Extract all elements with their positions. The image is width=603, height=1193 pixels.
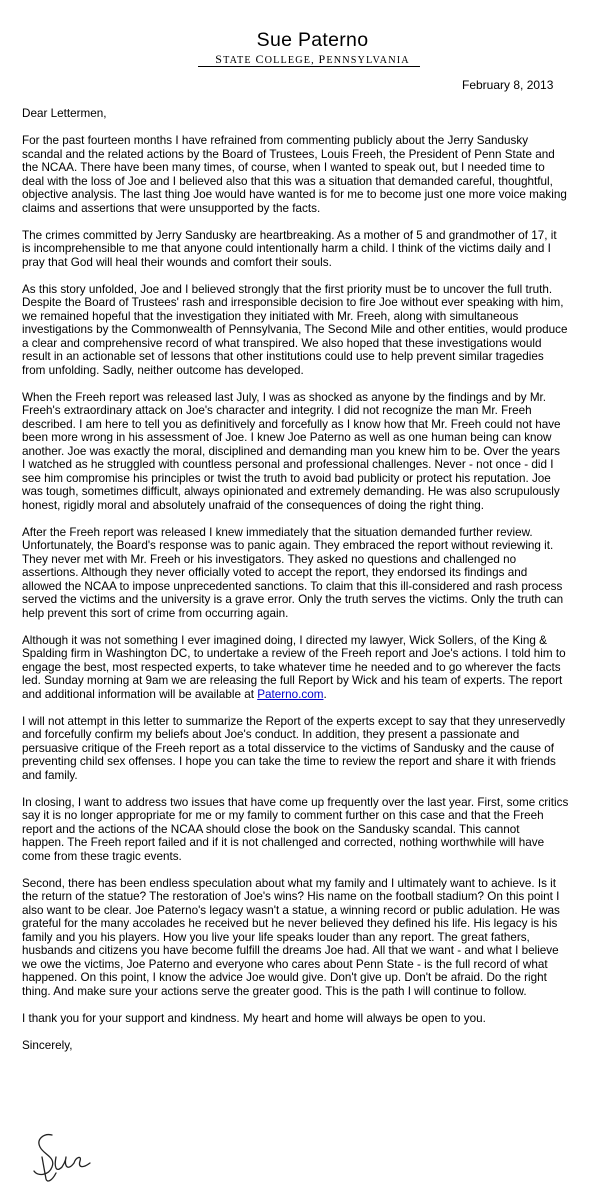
paragraph xyxy=(22,634,596,702)
paragraph xyxy=(22,715,596,783)
paragraph-line: I thank you for your support and kindness. My heart and home will always be open to you. xyxy=(22,1011,486,1025)
paragraph-line: The crimes committed by Jerry Sandusky are heartbreaking. As a mother of 5 and grandmother of 17, it xyxy=(22,228,557,242)
paragraph-line: result in an actionable set of lessons that other institutions could use to help prevent similar tragedies xyxy=(22,350,544,363)
paragraph-line: preventing child sex offenses. I hope you can take the time to review the report and share it with friends xyxy=(22,755,556,768)
paragraph-line: They never met with Mr. Freeh or his investigators. They asked no questions and challenged no xyxy=(22,552,517,566)
paragraph xyxy=(22,1012,596,1026)
paragraph-line: we owe the victims, Joe Paterno and everyone who cares about Penn State - is the full record of what xyxy=(22,957,548,971)
paragraph xyxy=(22,229,596,270)
paragraph-line: the NCAA. There have been many times, of course, when I wanted to speak out, but I needed time to xyxy=(22,161,545,174)
letterhead-divider xyxy=(198,66,420,67)
paragraph-line: and forcefully confirm my beliefs about Joe's conduct. In addition, they present a passionate and xyxy=(22,728,520,741)
paragraph xyxy=(22,391,596,513)
paragraph-line: come from these tragic events. xyxy=(22,849,182,863)
letterhead-name: Sue Paterno xyxy=(256,29,369,51)
paragraph-line: allowed the NCAA to impose unprecedented sanctions. To claim that this ill-considered and rash process xyxy=(22,579,563,593)
paragraph-line: Second, there has been endless speculation about what my family and I ultimately want to achieve. Is it xyxy=(22,876,557,890)
paragraph-line: Unfortunately, the Board's response was to panic again. They embraced the report without reviewing it. xyxy=(22,539,554,552)
paragraph-line: assertions. Although they never officially voted to accept the report, they endorsed its findings and xyxy=(22,566,528,579)
paragraph-line: say it is no longer appropriate for me or my family to comment further on this case and that the Freeh xyxy=(22,809,544,822)
paragraph-line: grateful for the many accolades he received but he never believed they defined his life. His legacy is his xyxy=(22,917,558,930)
paragraph-line: also want to be clear. Joe Paterno's legacy wasn't a statue, a winning record or public adulation. He was xyxy=(22,903,560,917)
paragraph-line: scandal and the related actions by the Board of Trustees, Louis Freeh, the President of Penn State and xyxy=(22,147,555,161)
paragraph-line: a clear and comprehensive record of what transpired. We also hoped that these investigations would xyxy=(22,336,542,350)
paragraph-line: For the past fourteen months I have refrained from commenting publicly about the Jerry Sandusky xyxy=(22,134,529,147)
paragraph-line: happen. The Freeh report failed and if it is not challenged and corrected, nothing worthwhile will have xyxy=(22,836,545,849)
paragraph-line: objective analysis. The last thing Joe would have wanted is for me to become just one more voice making xyxy=(22,188,567,201)
paragraph-line: served the victims and the university is a grave error. Only the truth serves the victims. Only the truth can xyxy=(22,593,564,606)
signature xyxy=(30,1127,110,1187)
paragraph-line: I watched as he struggled with countless personal and professional challenges. Never - not once - did I xyxy=(22,458,554,471)
paragraph xyxy=(22,796,596,864)
paragraph-line: When the Freeh report was released last July, I was as shocked as anyone by the findings and by Mr. xyxy=(22,390,547,404)
paragraph xyxy=(22,526,596,621)
paragraph-line: I will not attempt in this letter to summarize the Report of the experts except to say that they unreservedly xyxy=(22,714,566,728)
paragraph-line: Spalding firm in Washington DC, to undertake a review of the Freeh report and Joe's actions. I told him to xyxy=(22,647,566,660)
paragraph-line: claims and assertions that were unsupported by the facts. xyxy=(22,201,321,215)
paragraph-line: Freeh's extraordinary attack on Joe's character and integrity. I did not recognize the man Mr. Freeh xyxy=(22,404,532,417)
paragraph-line: family and you his players. How you live your life speaks louder than any report. The great fathers, xyxy=(22,930,530,944)
letterhead xyxy=(0,28,603,67)
paragraph-line: deal with the loss of Joe and I believed also that this was a situation that demanded careful, thoughtful, xyxy=(22,174,553,188)
paragraph-line: see him compromise his principles or twist the truth to avoid bad publicity or protect his reputation. Joe xyxy=(22,471,551,485)
paragraph-line: persuasive critique of the Freeh report as a total disservice to the victims of Sandusky and the cause of xyxy=(22,741,555,755)
paragraph-line: and additional information will be available at Paterno.com. xyxy=(22,687,327,701)
paragraph-line: Although it was not something I ever imagined doing, I directed my lawyer, Wick Sollers, of the King & xyxy=(22,633,547,647)
paterno-link[interactable]: Paterno.com xyxy=(257,687,324,701)
salutation: Dear Lettermen, xyxy=(22,107,107,120)
paragraph-line: and family. xyxy=(22,768,78,782)
paragraph-line: we remained hopeful that the investigation they initiated with Mr. Freeh, along with simultaneous xyxy=(22,309,519,323)
paragraph-line: another. Joe was exactly the moral, disciplined and demanding man you knew him to be. Over the years xyxy=(22,444,560,458)
paragraph-line: investigations by the Commonwealth of Pennsylvania, The Second Mile and other entities, would produce xyxy=(22,323,568,336)
paragraph-line: pray that God will heal their wounds and comfort their souls. xyxy=(22,255,332,269)
closing: Sincerely, xyxy=(22,1038,73,1052)
paragraph-line: is incomprehensible to me that anyone could intentionally harm a child. I think of the victims daily and I xyxy=(22,242,551,255)
letter-paragraphs xyxy=(22,134,596,1025)
letterhead-location: STATE COLLEGE, PENNSYLVANIA xyxy=(215,52,410,66)
paragraph-line: report and the actions of the NCAA should close the book on the Sandusky scandal. This cannot xyxy=(22,822,520,836)
paragraph-line: help prevent this sort of crime from occurring again. xyxy=(22,606,289,620)
paragraph-line: been more wrong in his assessment of Joe. I knew Joe Paterno as well as one human being can know xyxy=(22,431,552,444)
paragraph-line: happened. On this point, I know the advice Joe would give. Don't give up. Don't be afraid. Do the right xyxy=(22,971,547,984)
paragraph-line: thing. And make sure your actions serve the greater good. This is the path I will continue to follow. xyxy=(22,984,527,998)
paragraph-line: engage the best, most respected experts, to take whatever time he needed and to go wherever the facts xyxy=(22,660,561,674)
letter-date: February 8, 2013 xyxy=(462,78,554,92)
paragraph-line: described. I am here to tell you as definitively and forcefully as I know how that Mr. Freeh could not have xyxy=(22,417,561,431)
paragraph-line: honest, rigidly moral and absolutely unafraid of the consequences of doing the right thing. xyxy=(22,498,484,512)
paragraph-line: led. Sunday morning at 9am we are releasing the full Report by Wick and his team of experts. The report xyxy=(22,674,563,687)
paragraph-line: As this story unfolded, Joe and I believed strongly that the first priority must be to uncover the full truth. xyxy=(22,282,553,296)
letter-body xyxy=(22,106,596,1052)
paragraph-line: husbands and citizens you have become fulfill the dreams Joe had. All that we want - and what I believe xyxy=(22,944,559,957)
paragraph-line: the return of the statue? The restoration of Joe's wins? His name on the football stadium? On this point I xyxy=(22,890,560,903)
paragraph-line: from unfolding. Sadly, neither outcome has developed. xyxy=(22,363,304,377)
paragraph xyxy=(22,134,596,215)
paragraph xyxy=(22,877,596,999)
paragraph xyxy=(22,283,596,378)
paragraph-line: was tough, sometimes difficult, always opinionated and extremely demanding. He was also scrupulously xyxy=(22,485,560,498)
paragraph-line: Despite the Board of Trustees' rash and irresponsible decision to fire Joe without ever speaking with him, xyxy=(22,296,564,309)
paragraph-line: After the Freeh report was released I knew immediately that the situation demanded further review. xyxy=(22,525,533,539)
paragraph-line: In closing, I want to address two issues that have come up frequently over the last year. First, some critics xyxy=(22,795,569,809)
